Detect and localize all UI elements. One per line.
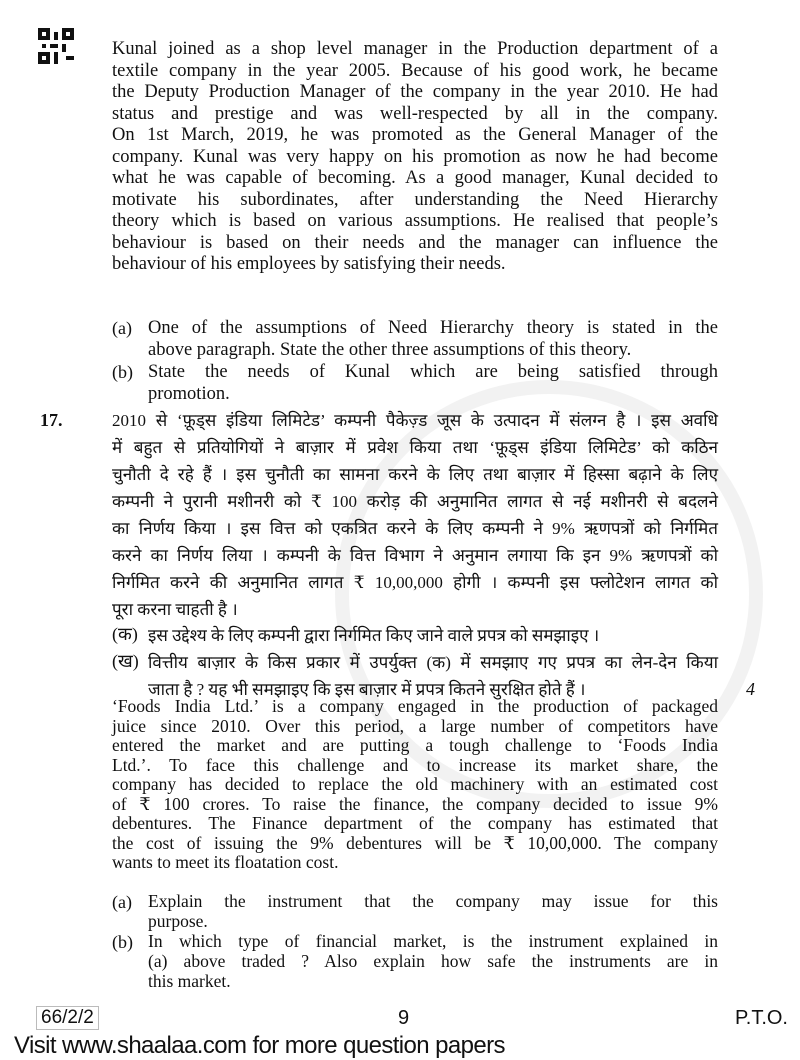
part-label: (b) <box>112 362 133 382</box>
paragraph-line: debentures. The Finance department of the company has estimated that <box>112 813 718 833</box>
paragraph-line: का निर्णय किया । इस वित्त को एकत्रित करने के लिए कम्पनी ने 9% ऋणपत्रों को निर्गमित <box>112 519 718 538</box>
page-number: 9 <box>398 1007 410 1029</box>
paragraph-line: behaviour of his employees by satisfying their needs. <box>112 254 506 274</box>
paragraph-line: पूरा करना चाहती है । <box>112 600 238 619</box>
paragraph-line: company has decided to replace the old machinery with an estimated cost <box>112 774 718 794</box>
paragraph-line: the Deputy Production Manager of the company in the year 2010. He had <box>112 82 718 102</box>
qr-code-icon <box>38 28 74 64</box>
paragraph-line: निर्गमित करने की अनुमानित लागत ₹ 10,00,000 होगी । कम्पनी इस फ्लोटेशन लागत को <box>112 573 718 592</box>
marks: 4 <box>746 679 755 699</box>
part-line: (a) above traded ? Also explain how safe the instruments are in <box>148 951 718 971</box>
paragraph-line: of ₹ 100 crores. To raise the finance, the company decided to issue 9% <box>112 793 718 814</box>
paragraph-line: status and prestige and was well-respected by all in the company. <box>112 103 718 124</box>
part-line: One of the assumptions of Need Hierarchy theory is stated in the <box>148 318 718 338</box>
paragraph-line: what he was capable of becoming. As a good manager, Kunal decided to <box>112 168 718 188</box>
paragraph-line: motivate his subordinates, after understanding the Need Hierarchy <box>112 189 718 210</box>
shaalaa-link[interactable]: Visit www.shaalaa.com for more question papers <box>14 1032 505 1059</box>
paragraph-line: Kunal joined as a shop level manager in the Production department of a <box>112 39 718 59</box>
part-label: (a) <box>112 892 132 912</box>
part-label: (क) <box>112 624 138 644</box>
part-line: promotion. <box>148 383 230 404</box>
part-line: above paragraph. State the other three assumptions of this theory. <box>148 339 632 360</box>
paragraph-line: theory which is based on various assumptions. He realised that people’s <box>112 211 718 231</box>
paragraph-line: textile company in the year 2005. Because of his good work, he became <box>112 60 718 81</box>
part-label: (ख) <box>112 651 139 671</box>
part-line: State the needs of Kunal which are being satisfied through <box>148 362 718 382</box>
part-label: (b) <box>112 932 133 952</box>
part-line: In which type of financial market, is the instrument explained in <box>148 931 718 951</box>
question-number: 17. <box>40 410 63 430</box>
part-line: वित्तीय बाज़ार के किस प्रकार में उपर्युक्त (क) में समझाए गए प्रपत्र का लेन-देन किया <box>148 653 718 672</box>
part-line: purpose. <box>148 911 208 931</box>
paragraph-line: wants to meet its floatation cost. <box>112 852 339 872</box>
paragraph-line: juice since 2010. Over this period, a large number of competitors have <box>112 715 718 736</box>
paragraph-line: On 1st March, 2019, he was promoted as the General Manager of the <box>112 125 718 145</box>
part-line: इस उद्देश्य के लिए कम्पनी द्वारा निर्गमित किए जाने वाले प्रपत्र को समझाइए । <box>148 626 600 645</box>
paragraph-line: behaviour is based on their needs and the manager can influence the <box>112 232 718 253</box>
paragraph-line: में बहुत से प्रतियोगियों ने बाज़ार में प्रवेश किया तथा ‘फ़ूड्स इंडिया लिमिटेड’ को कठिन <box>112 438 718 457</box>
paragraph-line: company. Kunal was very happy on his promotion as now he had become <box>112 146 718 167</box>
part-line: this market. <box>148 971 231 991</box>
paragraph-line: ‘Foods India Ltd.’ is a company engaged in the production of packaged <box>112 696 718 716</box>
paragraph-line: the cost of issuing the 9% debentures will be ₹ 10,00,000. The company <box>112 832 718 853</box>
paragraph-line: 2010 से ‘फ़ूड्स इंडिया लिमिटेड’ कम्पनी पैकेज़्ड जूस के उत्पादन में संलग्न है । इस अवधि <box>112 411 718 430</box>
paragraph-line: Ltd.’. To face this challenge and to increase its market share, the <box>112 754 718 775</box>
paragraph-line: करने का निर्णय लिया । कम्पनी के वित्त विभाग ने अनुमान लगाया कि इन 9% ऋणपत्रों को <box>112 546 718 565</box>
part-line: जाता है ? यह भी समझाइए कि इस बाज़ार में प्रपत्र कितने सुरक्षित होते हैं । <box>148 679 586 699</box>
paragraph-line: कम्पनी ने पुरानी मशीनरी को ₹ 100 करोड़ की अनुमानित लागत से नई मशीनरी से बदलने <box>112 492 718 511</box>
part-label: (a) <box>112 318 132 338</box>
pto-label: P.T.O. <box>735 1007 788 1029</box>
paragraph-line: चुनौती दे रहे हैं । इस चुनौती का सामना करने के लिए तथा बाज़ार में हिस्सा बढ़ाने के लिए <box>112 465 718 484</box>
paper-code: 66/2/2 <box>36 1006 99 1030</box>
part-line: Explain the instrument that the company may issue for this <box>148 891 718 911</box>
paragraph-line: entered the market and are putting a tough challenge to ‘Foods India <box>112 735 718 755</box>
